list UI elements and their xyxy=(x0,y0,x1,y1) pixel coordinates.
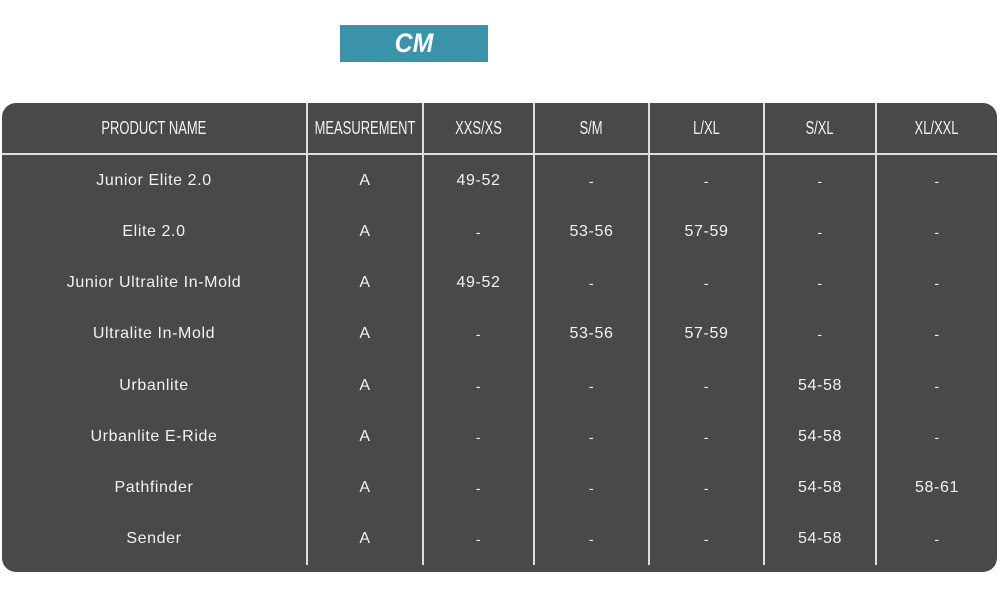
size-value-cell: - xyxy=(424,309,535,360)
size-value-cell: - xyxy=(535,463,650,514)
size-value-cell: 58-61 xyxy=(915,479,959,497)
column-header-label: L/XL xyxy=(693,117,720,138)
column-header-s-xl xyxy=(765,103,877,155)
size-value-cell: 57-59 xyxy=(650,206,765,257)
size-value-cell: - xyxy=(765,309,877,360)
size-value-cell: - xyxy=(424,514,535,565)
column-header-product-name xyxy=(2,103,308,155)
size-value-cell: 49-52 xyxy=(424,258,535,309)
size-chart-table xyxy=(2,103,997,572)
size-value-cell: - xyxy=(934,326,940,343)
product-name-cell: Sender xyxy=(2,514,308,565)
product-name-cell: Pathfinder xyxy=(2,463,308,514)
size-value-cell: - xyxy=(535,258,650,309)
size-value-cell: 53-56 xyxy=(535,309,650,360)
size-value-cell: A xyxy=(308,463,424,514)
size-value-cell: A xyxy=(308,258,424,309)
unit-badge-label: CM xyxy=(394,28,434,58)
size-value-cell: - xyxy=(535,155,650,206)
size-value-cell: A xyxy=(308,514,424,565)
size-value-cell: - xyxy=(535,360,650,411)
size-value-cell: - xyxy=(650,514,765,565)
column-header-xl-xxl xyxy=(877,103,997,155)
size-chart-grid xyxy=(2,103,997,565)
size-value-cell: A xyxy=(308,360,424,411)
product-name-cell: Junior Ultralite In-Mold xyxy=(2,258,308,309)
unit-badge xyxy=(340,25,488,62)
size-value-cell: - xyxy=(934,275,940,292)
size-value-cell: A xyxy=(308,155,424,206)
size-value-cell: 54-58 xyxy=(765,360,877,411)
size-value-cell: 54-58 xyxy=(765,411,877,462)
size-value-cell: - xyxy=(650,360,765,411)
size-value-cell: A xyxy=(308,411,424,462)
product-name-cell: Urbanlite E-Ride xyxy=(2,411,308,462)
column-header-s-m xyxy=(535,103,650,155)
size-value-cell: - xyxy=(424,206,535,257)
product-name-cell: Urbanlite xyxy=(2,360,308,411)
size-value-cell: - xyxy=(424,463,535,514)
size-value-cell: 49-52 xyxy=(424,155,535,206)
product-name-cell: Junior Elite 2.0 xyxy=(2,155,308,206)
size-value-cell: - xyxy=(934,428,940,445)
size-value-cell: - xyxy=(934,223,940,240)
column-header-label: MEASUREMENT xyxy=(314,117,416,138)
size-value-cell: - xyxy=(765,206,877,257)
column-header-label: PRODUCT NAME xyxy=(101,117,207,138)
size-value-cell: 54-58 xyxy=(765,514,877,565)
column-header-measurement xyxy=(308,103,424,155)
product-name-cell: Ultralite In-Mold xyxy=(2,309,308,360)
size-value-cell: A xyxy=(308,309,424,360)
column-header-label: S/XL xyxy=(805,117,835,138)
column-header-l-xl xyxy=(650,103,765,155)
size-value-cell: - xyxy=(934,531,940,548)
size-value-cell: - xyxy=(535,514,650,565)
column-header-label: XL/XXL xyxy=(915,117,959,138)
size-value-cell: - xyxy=(765,258,877,309)
column-header-label: S/M xyxy=(579,117,604,138)
size-value-cell: - xyxy=(934,172,940,189)
column-header-label: XXS/XS xyxy=(455,117,502,138)
size-value-cell: - xyxy=(424,360,535,411)
size-value-cell: 53-56 xyxy=(535,206,650,257)
size-value-cell: A xyxy=(308,206,424,257)
size-value-cell: - xyxy=(424,411,535,462)
size-value-cell: - xyxy=(934,377,940,394)
size-value-cell: 57-59 xyxy=(650,309,765,360)
product-name-cell: Elite 2.0 xyxy=(2,206,308,257)
size-value-cell: - xyxy=(650,258,765,309)
size-value-cell: - xyxy=(765,155,877,206)
size-value-cell: - xyxy=(650,463,765,514)
size-value-cell: - xyxy=(650,155,765,206)
column-header-xxs-xs xyxy=(424,103,535,155)
size-value-cell: 54-58 xyxy=(765,463,877,514)
size-value-cell: - xyxy=(535,411,650,462)
size-value-cell: - xyxy=(650,411,765,462)
